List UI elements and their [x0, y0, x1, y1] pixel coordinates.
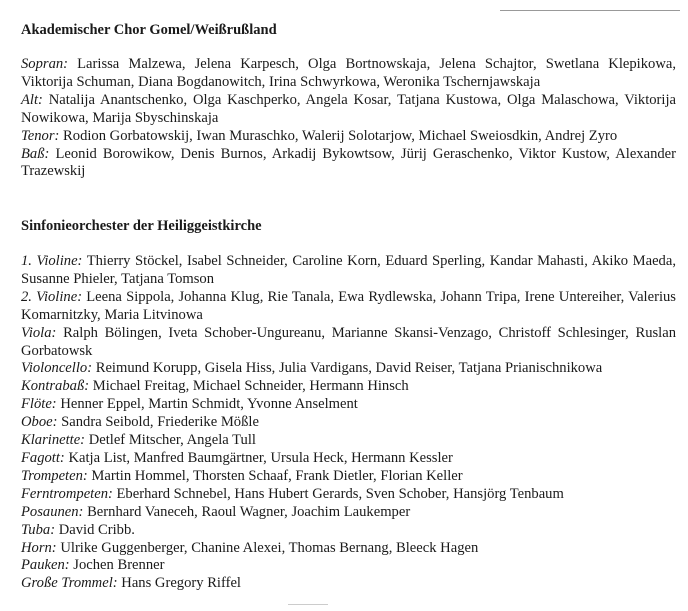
- role-label: Alt:: [21, 91, 43, 108]
- orchestra-entry-trumpets: [21, 468, 676, 486]
- orchestra-section: [21, 253, 676, 593]
- role-label: Klarinette:: [21, 432, 86, 449]
- orchestra-entry-oboe: [21, 414, 676, 432]
- role-label: Ferntrompeten:: [21, 485, 113, 502]
- choir-entry-bass: [21, 146, 676, 182]
- orchestra-entry-tuba: [21, 522, 676, 540]
- role-label: 1. Violine:: [21, 253, 83, 269]
- member-names: Jochen Brenner: [73, 557, 165, 574]
- role-label: Sopran:: [21, 56, 69, 72]
- member-names: Detlef Mitscher, Angela Tull: [88, 432, 256, 449]
- role-label: Oboe:: [21, 414, 58, 431]
- orchestra-entry-offstage-trumpets: [21, 486, 676, 504]
- role-label: Kontrabaß:: [21, 378, 90, 395]
- role-label: Flöte:: [21, 396, 57, 413]
- orchestra-entry-trombones: [21, 504, 676, 522]
- member-names: Ralph Bölingen, Iveta Schober-Ungureanu, Marianne Skansi-Venzago, Christoff Schlesinger, Ruslan Gorbatowsk: [21, 324, 676, 359]
- orchestra-entry-bassoon: [21, 450, 676, 468]
- member-names: Thierry Stöckel, Isabel Schneider, Caroline Korn, Eduard Sperling, Kandar Mahasti, Akiko Maeda, Susanne Phieler, Tatjana Tomson: [21, 253, 676, 287]
- member-names: Eberhard Schnebel, Hans Hubert Gerards, Sven Schober, Hansjörg Tenbaum: [116, 485, 564, 502]
- choir-entry-tenor: [21, 128, 676, 146]
- member-names: Hans Gregory Riffel: [121, 575, 241, 592]
- orchestra-entry-bass-drum: [21, 575, 676, 593]
- role-label: Violoncello:: [21, 360, 93, 377]
- choir-section: [21, 56, 676, 181]
- role-label: Posaunen:: [21, 503, 84, 520]
- role-label: Baß:: [21, 145, 50, 162]
- orchestra-entry-horn: [21, 540, 676, 558]
- role-label: 2. Violine:: [21, 288, 83, 305]
- member-names: Natalija Anantschenko, Olga Kaschperko, Angela Kosar, Tatjana Kustowa, Olga Malaschowa, Viktorija Nowikowa, Marija Sbyschinskaja: [21, 91, 676, 126]
- member-names: Martin Hommel, Thorsten Schaaf, Frank Dietler, Florian Keller: [91, 467, 463, 484]
- orchestra-entry-viola: [21, 325, 676, 361]
- role-label: Tuba:: [21, 521, 56, 538]
- orchestra-entry-flute: [21, 396, 676, 414]
- footer-mark: [288, 604, 328, 605]
- choir-heading: Akademischer Chor Gomel/Weißrußland: [21, 22, 277, 38]
- orchestra-heading: Sinfonieorchester der Heiliggeistkirche: [21, 218, 262, 234]
- role-label: Viola:: [21, 324, 57, 341]
- member-names: Sandra Seibold, Friederike Mößle: [61, 414, 259, 431]
- role-label: Fagott:: [21, 449, 65, 466]
- member-names: Ulrike Guggenberger, Chanine Alexei, Thomas Bernang, Bleeck Hagen: [60, 539, 479, 556]
- orchestra-entry-violin-2: [21, 289, 676, 325]
- orchestra-entry-double-bass: [21, 378, 676, 396]
- choir-entry-soprano: [21, 56, 676, 92]
- orchestra-entry-clarinet: [21, 432, 676, 450]
- member-names: Katja List, Manfred Baumgärtner, Ursula Heck, Hermann Kessler: [68, 449, 453, 466]
- choir-entry-alto: [21, 92, 676, 128]
- orchestra-entry-cello: [21, 360, 676, 378]
- member-names: Reimund Korupp, Gisela Hiss, Julia Vardigans, David Reiser, Tatjana Prianischnikowa: [95, 360, 603, 377]
- orchestra-entry-violin-1: [21, 253, 676, 289]
- role-label: Tenor:: [21, 127, 60, 144]
- role-label: Große Trommel:: [21, 575, 118, 592]
- member-names: Larissa Malzewa, Jelena Karpesch, Olga Bortnowskaja, Jelena Schajtor, Swetlana Klepikowa, Viktorija Schuman, Diana Bogdanowitch, Irina Schwyrkowa, Weronika Tschernjawskaja: [21, 56, 676, 90]
- member-names: David Cribb.: [58, 521, 135, 538]
- member-names: Bernhard Vaneceh, Raoul Wagner, Joachim Laukemper: [87, 503, 411, 520]
- role-label: Horn:: [21, 539, 57, 556]
- member-names: Rodion Gorbatowskij, Iwan Muraschko, Walerij Solotarjow, Michael Sweiosdkin, Andrej Zyro: [63, 127, 618, 144]
- top-rule: [500, 10, 680, 11]
- role-label: Pauken:: [21, 557, 70, 574]
- member-names: Leonid Borowikow, Denis Burnos, Arkadij Bykowtsow, Jürij Geraschenko, Viktor Kustow, Alexander Trazewskij: [21, 145, 676, 180]
- member-names: Leena Sippola, Johanna Klug, Rie Tanala, Ewa Rydlewska, Johann Tripa, Irene Untereiher, Valerius Komarnitzky, Maria Litvinowa: [21, 288, 676, 323]
- member-names: Henner Eppel, Martin Schmidt, Yvonne Anselment: [60, 396, 358, 413]
- orchestra-entry-timpani: [21, 557, 676, 575]
- member-names: Michael Freitag, Michael Schneider, Hermann Hinsch: [92, 378, 409, 395]
- role-label: Trompeten:: [21, 467, 88, 484]
